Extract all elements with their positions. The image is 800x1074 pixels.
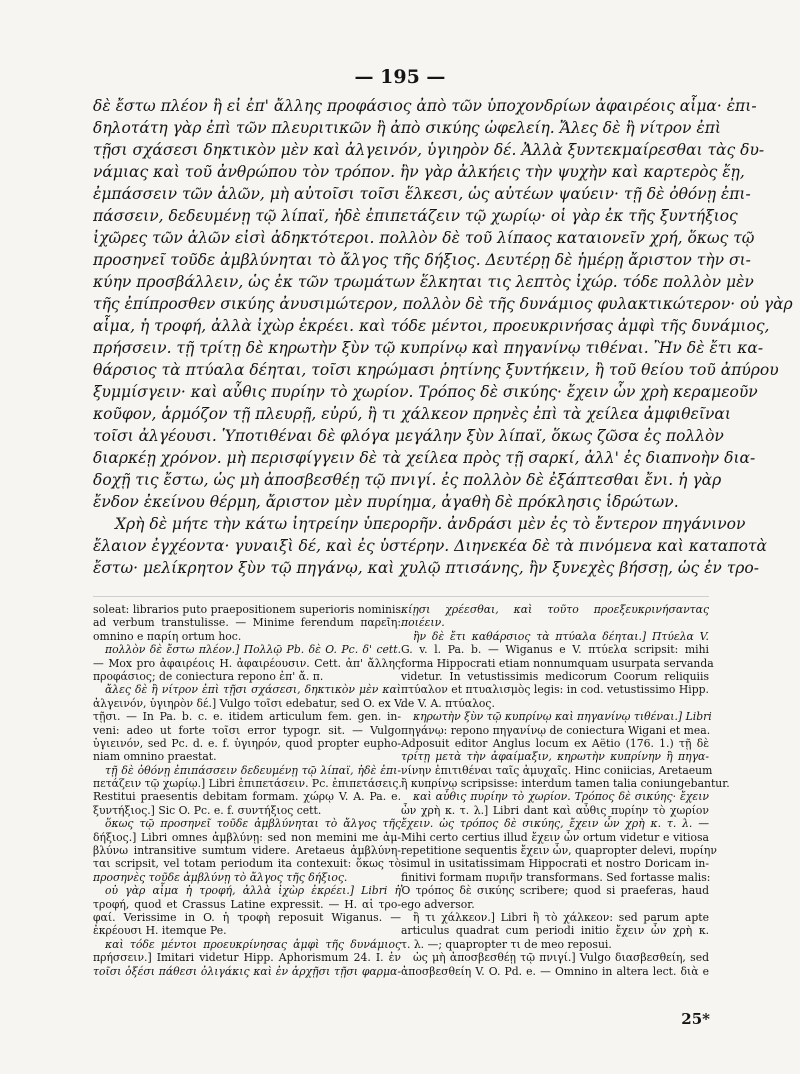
text-line: τῆς ἐπίπροσθεν σικύης ἀνυσιμώτερον, πολλὸν δὲ τῆς δυνάμιος φυλακτικώτερον· οὐ γὰρ (93, 295, 793, 313)
text-line: προσηνεῖ τοῦδε ἀμβλύνηται τὸ ἄλγος τῆς δήξιος. Δευτέρῃ δὲ ἡμέρῃ ἄριστον τὴν σι- (93, 251, 751, 269)
footnotes-left-column (93, 603, 404, 978)
footnote-line: κηρωτὴν ξὺν τῷ κυπρίνῳ καὶ πηγανίνῳ τιθέναι.] Libri (413, 710, 712, 724)
text-line: δοχῇ τις ἔστω, ὡς μὴ ἀποσβεσθέῃ τῷ πνιγί. ἐς πολλὸν δὲ ἐξάπτεσθαι ἔνι. ἡ γὰρ (93, 471, 722, 489)
text-line: δὲ ἔστω πλέον ἢ εἰ ἐπ' ἄλλης προφάσιος ἀπὸ τῶν ὑποχονδρίων ἀφαιρέοις αἷμα· ἐπι- (93, 97, 757, 115)
footnote-line: niam omnino praestat. (93, 750, 217, 764)
text-line: κοῦφον, ἁρμόζον τῇ πλευρῇ, εὐρύ, ἢ τι χάλκεον πρηνὲς ἐπὶ τὰ χείλεα ἀμφιθεῖναι (93, 405, 731, 423)
footnote-line: veni: adeo ut forte τοῖσι error typogr. sit. — Vulgo (93, 723, 401, 737)
footnote-line: ὡς μὴ ἀποσβεσθέῃ τῷ πνιγί.] Vulgo διασβεσθείη, sed (413, 951, 709, 965)
text-line: τοῖσι ἀλγέουσι. Ὑποτιθέναι δὲ φλόγα μεγάλην ξὺν λίπαϊ, ὅκως ζῶσα ἐς πολλὸν (93, 427, 724, 445)
footnote-line: τρίτῃ μετὰ τὴν ἀφαίμαξιν, κηρωτὴν κυπρίνην ἢ πηγα- (401, 750, 709, 764)
footnote-line: ἢν δὲ ἔτι καθάρσιος τὰ πτύαλα δέηται.] Πτύελα V. (413, 629, 709, 643)
footnote-line: νίνην ἐπιτιθέναι ταῖς ἀμυχαῖς. Hinc coniicias, Aretaeum (401, 763, 713, 777)
text-line: Χρὴ δὲ μήτε τὴν κάτω ἰητρείην ὑπερορῆν. ἀνδράσι μὲν ἐς τὸ ἔντερον πηγάνινον (115, 515, 746, 533)
text-line: ἐμπάσσειν τῶν ἁλῶν, μὴ αὐτοῖσι τοῖσι ἕλκεσι, ὡς αὐτέων ψαύειν· τῇ δὲ ὀθόνῃ ἐπι- (93, 185, 751, 203)
main-greek-text (93, 95, 793, 579)
footnote-line: ἐκρέουσι H. itemque Pe. (93, 924, 227, 938)
text-line: ἔστω· μελίκρητον ξὺν τῷ πηγάνῳ, καὶ χυλῷ πτισάνης, ἢν ξυνεχὲς βήσσῃ, ὡς ἐν τρο- (93, 559, 759, 577)
text-line: δηλοτάτη γὰρ ἐπὶ τῶν πλευριτικῶν ἢ ἀπὸ σικύης ὠφελείη. Ἄλες δὲ ἢ νίτρον ἐπὶ (93, 119, 721, 137)
footnote-line: βλύνω intransitive sumtum videre. Aretaeus ἀμβλύνη- (93, 844, 401, 858)
footnote-line: ὧν χρὴ κ. τ. λ.] Libri dant καὶ αὖθις πυρίην τὸ χωρίον (401, 803, 709, 817)
footnote-line: τροφή, quod et Crassus Latine expressit. — H. αἱ τρο- (93, 897, 401, 911)
footnote-line: forma Hippocrati etiam nonnumquam usurpata servanda (401, 656, 714, 670)
footnote-line: καὶ τόδε μέντοι προευκρίνησας ἀμφὶ τῆς δυνάμιος (105, 937, 401, 951)
footnote-divider (93, 596, 709, 597)
footnote-line: ad verbum transtulisse. — Minime ferendum παρεῖη: (93, 616, 401, 630)
footnote-line: οὐ γὰρ αἷμα ἡ τροφή, ἀλλὰ ἰχὼρ ἐκρέει.] Libri ἡ (105, 884, 401, 898)
footnote-line: articulus quadrat cum periodi initio ἔχειν ὧν χρὴ κ. (401, 924, 709, 938)
footnote-line: soleat: librarios puto praepositionem superioris nominis (93, 603, 401, 616)
footnote-line: ἢ τι χάλκεον.] Libri ἢ τὸ χάλκεον: sed parum apte (413, 910, 709, 924)
text-line: κύην προσβάλλειν, ὡς ἐκ τῶν τρωμάτων ἕλκηται τις λεπτὸς ἰχώρ. τόδε πολλὸν μὲν (93, 273, 754, 291)
footnote-line: Mihi certo certius illud ἔχειν ὧν ortum videtur e vitiosa (401, 830, 709, 844)
text-line: διαρκέῃ χρόνον. μὴ περισφίγγειν δὲ τὰ χείλεα πρὸς τῇ σαρκί, ἀλλ' ἐς διαπνοὴν δια- (93, 449, 756, 467)
signature-mark: 25* (681, 1010, 710, 1028)
footnote-line: πολλὸν δὲ ἔστω πλέον.] Πολλῷ Pb. δὲ O. Pc. δ' cett. (105, 643, 401, 657)
footnote-line: προσηνὲς τοῦδε ἀμβλύνῃ τὸ ἄλγος τῆς δήξιος. (93, 870, 348, 884)
text-line: πάσσειν, δεδευμένῃ τῷ λίπαϊ, ἠδὲ ἐπιπετάζειν τῷ χωρίῳ· οἱ γὰρ ἐκ τῆς ξυντήξιος (93, 207, 738, 225)
footnote-line: πρήσσειν.] Imitari videtur Hipp. Aphorismum 24. I. ἐν (93, 951, 401, 965)
text-line: αἷμα, ἡ τροφή, ἀλλὰ ἰχὼρ ἐκρέει. καὶ τόδε μέντοι, προευκρινήσας ἀμφὶ τῆς δυνάμιος, (93, 317, 770, 335)
text-line: νάμιας καὶ τοῦ ἀνθρώπου τὸν τρόπον. ἢν γὰρ ἀλκήεις τὴν ψυχὴν καὶ καρτερὸς ἔῃ, (93, 163, 745, 181)
footnote-line: καὶ αὖθις πυρίην τὸ χωρίον. Τρόπος δὲ σικύης· ἔχειν (413, 790, 709, 804)
footnote-line: ἄλες δὲ ἢ νίτρον ἐπὶ τῇσι σχάσεσι, δηκτικὸν μὲν καὶ (105, 683, 401, 697)
footnote-line: τῇ δὲ ὀθόνῃ ἐπιπάσσειν δεδευμένῃ τῷ λίπαϊ, ἠδὲ ἐπι- (105, 763, 401, 777)
footnote-line: finitivi formam πυριῆν transformans. Sed fortasse malis: (401, 870, 711, 884)
footnote-line: Adposuit editor Anglus locum ex Aëtio (176. 1.) τῇ δὲ (401, 736, 709, 750)
footnote-line: κίῃσι χρέεσθαι, καὶ τοῦτο προεξευκρινήσαντας (401, 603, 709, 616)
footnote-line: ἔχειν. ὡς τρόπος δὲ σικύης, ἔχειν ὧν χρὴ κ. τ. λ. — (401, 817, 709, 831)
footnote-line: simul in usitatissimam Hippocrati et nostro Doricam in- (401, 857, 709, 871)
text-line: ἔλαιον ἐγχέοντα· γυναιξὶ δέ, καὶ ἐς ὑστέρην. Διηνεκέα δὲ τὰ πινόμενα καὶ καταποτὰ (93, 537, 767, 555)
footnote-line: G. v. l. Pa. b. — Wiganus e V. πτύελα scripsit: mihi (401, 643, 709, 657)
footnote-line: Restitui praesentis debitam formam. χώρῳ V. A. Pa. e. (93, 790, 401, 804)
footnote-line: τοῖσι ὀξέσι πάθεσι ὀλιγάκις καὶ ἐν ἀρχῇσι τῇσι φαρμα- (93, 964, 401, 978)
footnote-line: videtur. In vetustissimis medicorum Coorum reliquiis (401, 669, 709, 683)
footnote-line: ὑγιεινόν, sed Pc. d. e. f. ὑγιηρόν, quod propter eupho- (93, 736, 401, 750)
text-line: τῇσι σχάσεσι δηκτικὸν μὲν καὶ ἀλγεινόν, ὑγιηρὸν δέ. Ἀλλὰ ξυντεκμαίρεσθαι τὰς δυ- (93, 141, 765, 159)
footnote-line: πετάζειν τῷ χωρίῳ.] Libri ἐπιπετάσειν. Pc. ἐπιπετάσεις. (93, 777, 402, 791)
footnote-line: ξυντήξιος.] Sic O. Pc. e. f. συντήξιος cett. (93, 803, 322, 817)
footnote-line: τῇσι. — In Pa. b. c. e. itidem articulum fem. gen. in- (93, 710, 401, 724)
footnote-line: Ὁ τρόπος δὲ σικύης scribere; quod si praeferas, haud (401, 884, 709, 898)
footnote-line: πτύαλον et πτυαλισμὸς legis: in cod. vetustissimo Hipp. (401, 683, 709, 697)
footnote-line: ται scripsit, vel totam periodum ita contexuit: ὅκως τὸ (93, 857, 401, 871)
footnote-line: omnino e παρίη ortum hoc. (93, 629, 242, 643)
footnote-line: ποιέειν. (401, 616, 445, 630)
page-number: — 195 — (354, 66, 446, 88)
footnote-line: ὅκως τῷ προσηνεῖ τοῦδε ἀμβλύνηται τὸ ἄλγος τῆς (105, 817, 401, 831)
footnote-line: ἀλγεινόν, ὑγιηρὸν δέ.] Vulgo τοῖσι edebatur, sed O. ex V. (93, 696, 404, 710)
footnotes-right-column (401, 603, 730, 978)
footnote-line: δήξιος.] Libri omnes ἀμβλύνῃ: sed non memini me ἀμ- (93, 830, 401, 844)
text-line: ἰχῶρες τῶν ἁλῶν εἰσὶ ἀδηκτότεροι. πολλὸν δὲ τοῦ λίπαος καταιονεῖν χρή, ὅκως τῷ (93, 229, 755, 247)
text-line: ἔνδον ἐκείνου θέρμη, ἄριστον μὲν πυρίημα, ἀγαθὴ δὲ πρόκλησις ἱδρώτων. (93, 493, 679, 511)
text-line: πρήσσειν. τῇ τρίτῃ δὲ κηρωτὴν ξὺν τῷ κυπρίνῳ καὶ πηγανίνῳ τιθέναι. Ἢν δὲ ἔτι κα- (93, 339, 764, 357)
footnote-line: προφάσιος; de coniectura repono ἐπ' ἄ. π. (93, 669, 324, 683)
text-line: ξυμμίσγειν· καὶ αὖθις πυρίην τὸ χωρίον. Τρόπος δὲ σικύης· ἔχειν ὧν χρὴ κεραμεοῦν (93, 383, 758, 401)
footnote-line: ἢ κυπρίνῳ scripsisse: interdum tamen talia coniungebantur. (401, 777, 730, 791)
footnote-line: ego adversor. (401, 897, 475, 911)
footnote-line: — Mox pro ἀφαιρέοις H. ἀφαιρέουσιν. Cett. ἀπ' ἄλλης (93, 656, 401, 670)
footnote-line: de V. A. πτύαλος. (401, 696, 495, 710)
footnote-line: ἀποσβεσθείη V. O. Pd. e. — Omnino in altera lect. διὰ e (401, 964, 709, 978)
footnote-line: φαί. Verissime in O. ἡ τροφὴ reposuit Wiganus. — (93, 910, 401, 924)
footnote-line: τ. λ. —; quapropter τι de meo reposui. (401, 937, 612, 951)
footnote-line: repetitione sequentis ἔχειν ὧν, quapropter delevi, πυρίην (401, 844, 717, 858)
text-line: θάρσιος τὰ πτύαλα δέηται, τοῖσι κηρώμασι ῥητίνης ξυντήκειν, ἢ τοῦ θείου τοῦ ἀπύρου (93, 361, 779, 379)
footnote-line: πηγάνῳ: repono πηγανίνῳ de coniectura Wigani et mea. (401, 723, 711, 737)
